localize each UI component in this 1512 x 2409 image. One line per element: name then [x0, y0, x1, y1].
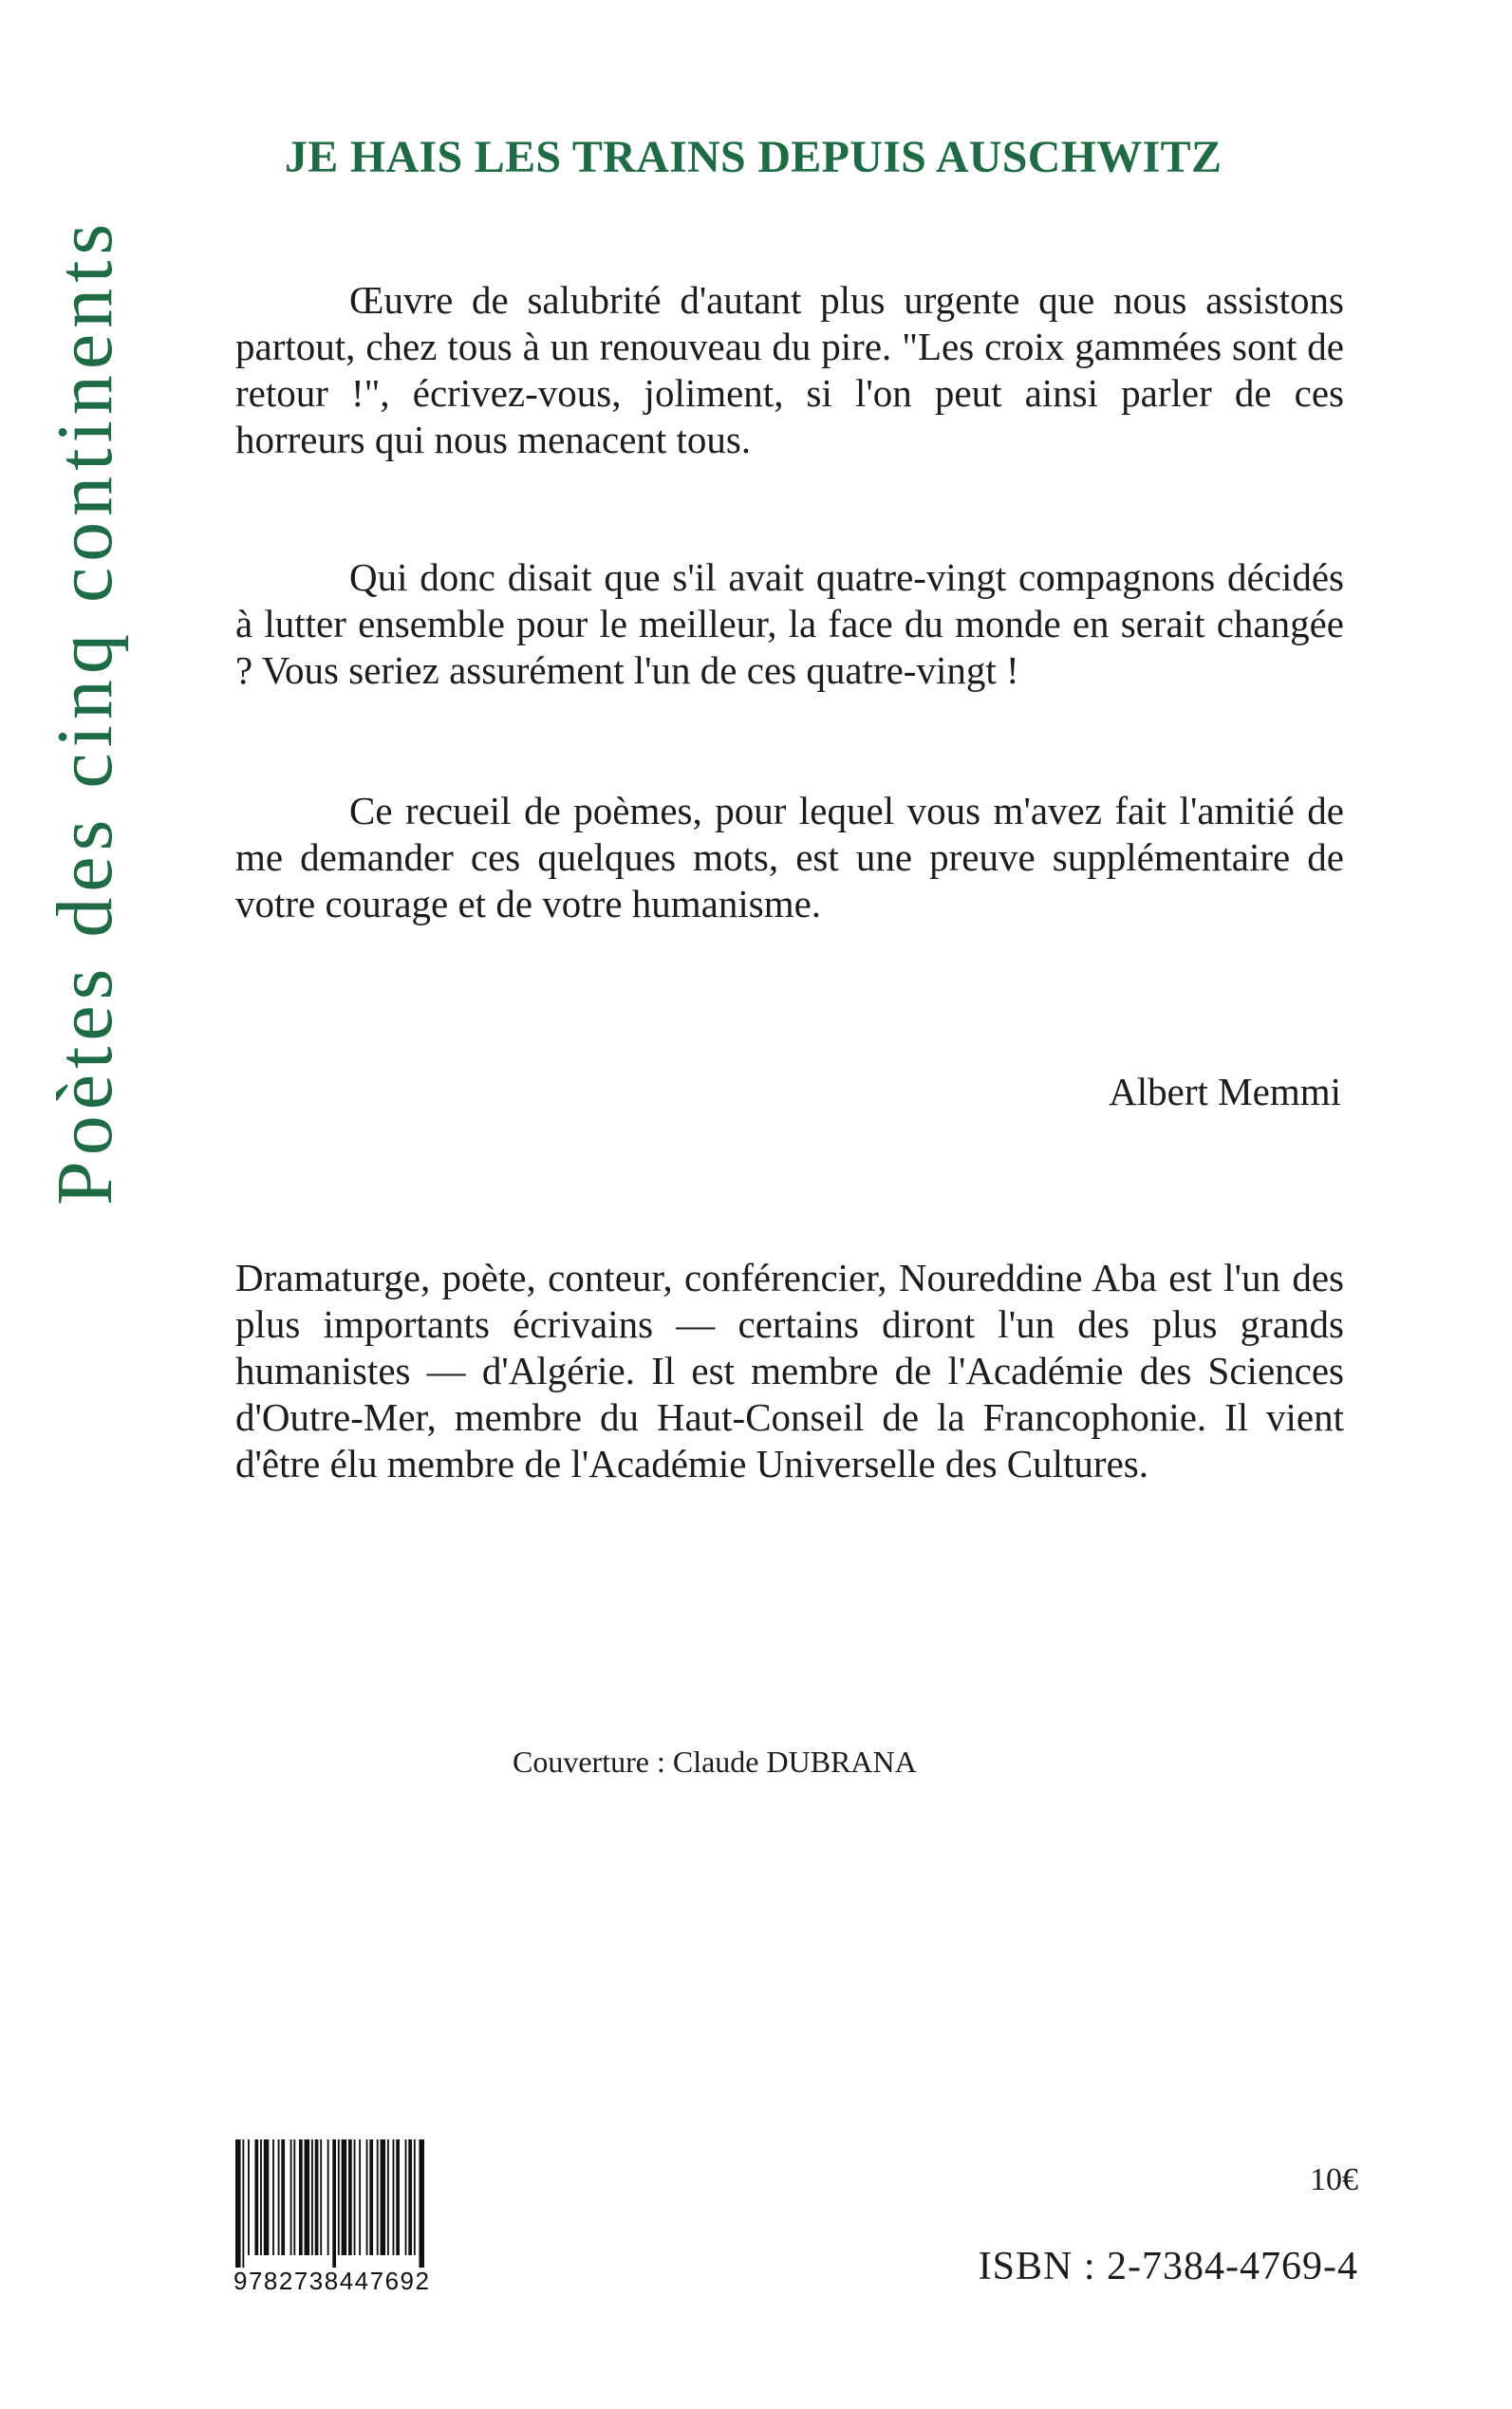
author-bio: Dramaturge, poète, conteur, conférencier, Noureddine Aba est l'un des plus importants écrivains — certains diront l'un des plus grands humanistes — d'Algérie. Il est membre de l'Académie des Sciences d'Outre-Mer, membre du Haut-Conseil de la Francophonie. Il vient d'être élu membre de l'Académie Universelle des Cultures.: [235, 1256, 1344, 1485]
book-title: JE HAIS LES TRAINS DEPUIS AUSCHWITZ: [285, 132, 1223, 182]
price: 10€: [1310, 2162, 1358, 2197]
paragraph-1: Œuvre de salubrité d'autant plus urgente que nous assistons partout, chez tous à un renouveau du pire. "Les croix gammées sont de retour !", écrivez-vous, joliment, si l'on peut ainsi parler de ces horreurs qui nous menacent tous.: [235, 278, 1344, 461]
isbn: ISBN : 2-7384-4769-4: [978, 2245, 1358, 2288]
barcode-icon: [233, 2139, 509, 2268]
signature: Albert Memmi: [1109, 1070, 1341, 1113]
series-title: Poètes des cinq continents: [41, 217, 129, 1205]
paragraph-3: Ce recueil de poèmes, pour lequel vous m'avez fait l'amitié de me demander ces quelques mots, est une preuve supplémentaire de votre courage et de votre humanisme.: [235, 789, 1344, 925]
paragraph-2: Qui donc disait que s'il avait quatre-vingt compagnons décidés à lutter ensemble pour le meilleur, la face du monde en serait changée ? Vous seriez assurément l'un de ces quatre-vingt !: [235, 555, 1344, 692]
cover-credit: Couverture : Claude DUBRANA: [513, 1745, 917, 1779]
barcode-digits: 9782738447692: [233, 2267, 431, 2295]
